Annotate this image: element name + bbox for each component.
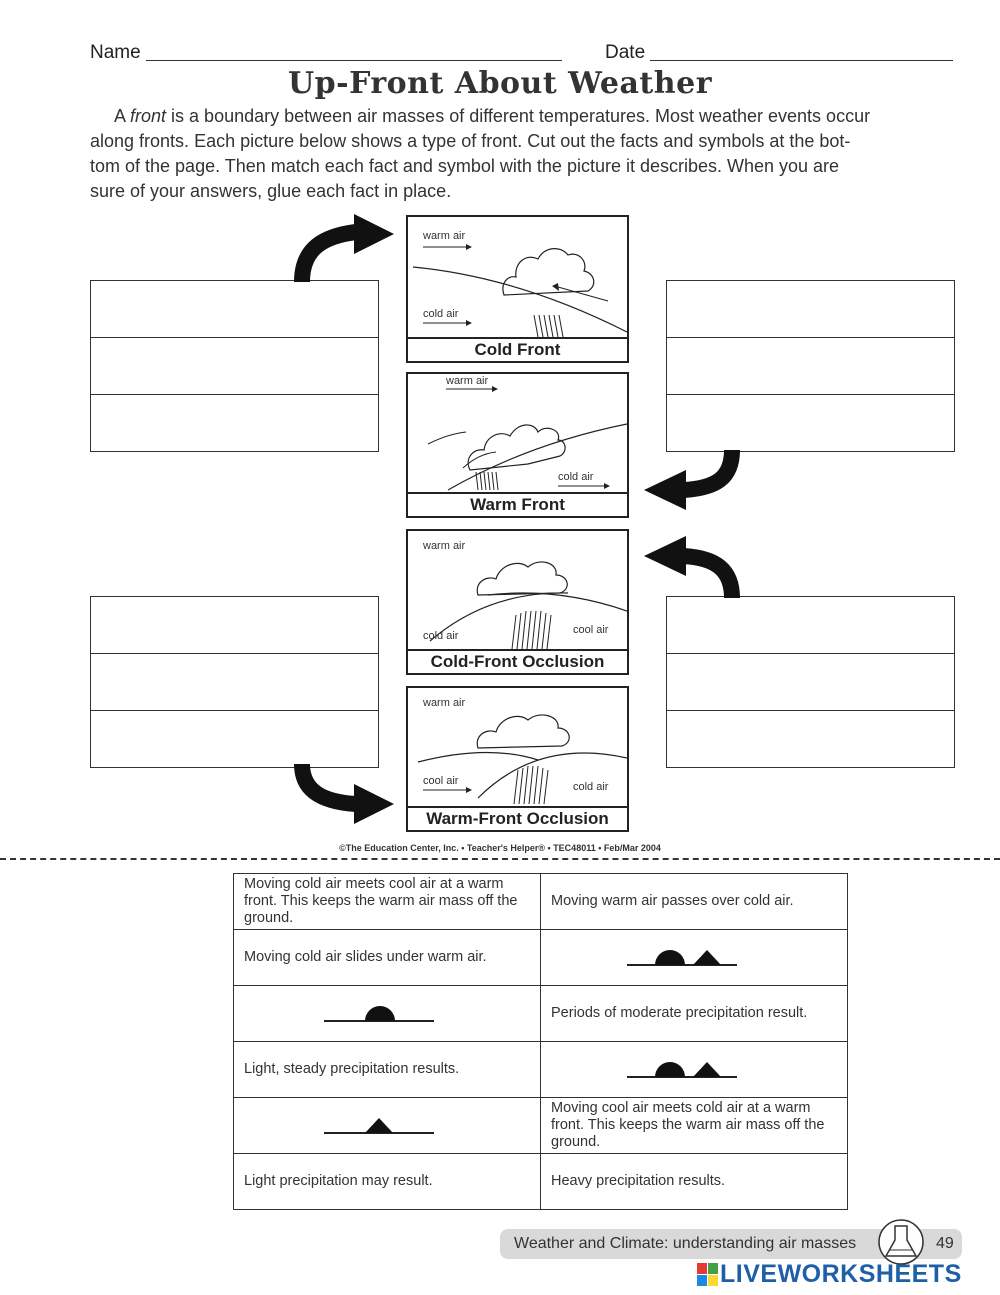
symbol-card[interactable]	[541, 1042, 848, 1098]
warm-air-label: warm air	[423, 540, 466, 552]
curved-arrow-icon	[640, 530, 752, 598]
intro-line-2: along fronts. Each picture below shows a type of front. Cut out the facts and symbols at the bot-	[90, 131, 851, 151]
date-input-line[interactable]	[650, 42, 953, 61]
answer-slot[interactable]	[91, 281, 378, 338]
date-label: Date	[605, 42, 646, 63]
picture-cold-front-occlusion	[406, 529, 629, 675]
caption-warm-front-occlusion: Warm-Front Occlusion	[408, 806, 627, 830]
table-row	[234, 930, 848, 986]
answer-slot[interactable]	[667, 711, 954, 767]
cold-air-label: cold air	[423, 308, 459, 320]
cold-air-label: cold air	[573, 781, 609, 793]
warm-front-symbol-icon	[244, 999, 530, 1029]
warm-front-occlusion-diagram	[408, 688, 627, 806]
fact-card[interactable]: Heavy precipitation results.	[541, 1154, 848, 1210]
footer-subject: Weather and Climate: understanding air masses	[514, 1235, 857, 1252]
answer-slot[interactable]	[667, 281, 954, 338]
answer-box-warm-front	[666, 280, 955, 452]
fact-card[interactable]: Moving cold air slides under warm air.	[234, 930, 541, 986]
caption-warm-front: Warm Front	[408, 492, 627, 516]
caption-cold-front: Cold Front	[408, 337, 627, 361]
answer-slot[interactable]	[667, 597, 954, 654]
answer-slot[interactable]	[667, 338, 954, 395]
page-number: 49	[936, 1235, 954, 1252]
symbol-card[interactable]	[234, 1098, 541, 1154]
curved-arrow-icon	[640, 450, 752, 516]
table-row	[234, 874, 848, 930]
intro-text-1: A	[114, 106, 131, 126]
cold-air-label: cold air	[558, 471, 594, 483]
picture-warm-front	[406, 372, 629, 518]
facts-table	[233, 873, 848, 1210]
occluded-front-symbol-icon	[551, 943, 837, 973]
intro-line-4: sure of your answers, glue each fact in place.	[90, 181, 452, 201]
symbol-card[interactable]	[541, 930, 848, 986]
table-row	[234, 1154, 848, 1210]
table-row	[234, 1098, 848, 1154]
caption-cold-front-occlusion: Cold-Front Occlusion	[408, 649, 627, 673]
cut-line	[0, 858, 1000, 860]
fact-card[interactable]: Moving warm air passes over cold air.	[541, 874, 848, 930]
cold-front-symbol-icon	[244, 1111, 530, 1141]
answer-slot[interactable]	[91, 654, 378, 711]
intro-paragraph	[90, 104, 955, 204]
name-label: Name	[90, 42, 141, 63]
cold-front-occlusion-diagram	[408, 531, 627, 649]
intro-line-3: tom of the page. Then match each fact and symbol with the picture it describes. When you are	[90, 156, 840, 176]
lab-flask-icon	[874, 1218, 928, 1266]
cold-air-label: cold air	[423, 630, 459, 642]
cool-air-label: cool air	[573, 624, 609, 636]
answer-slot[interactable]	[667, 654, 954, 711]
picture-cold-front	[406, 215, 629, 363]
answer-box-cold-front	[90, 280, 379, 452]
warm-air-label: warm air	[423, 697, 466, 709]
table-row	[234, 1042, 848, 1098]
fact-card[interactable]: Light precipitation may result.	[234, 1154, 541, 1210]
page-title: Up-Front About Weather	[288, 66, 712, 101]
fact-card[interactable]: Moving cool air meets cold air at a warm front. This keeps the warm air mass off the ground.	[541, 1098, 848, 1154]
curved-arrow-icon	[288, 764, 400, 836]
name-input-line[interactable]	[146, 42, 562, 61]
table-row	[234, 986, 848, 1042]
picture-warm-front-occlusion	[406, 686, 629, 832]
warm-air-label: warm air	[446, 375, 489, 387]
intro-text-2: is a boundary between air masses of different temperatures. Most weather events occur	[166, 106, 871, 126]
cool-air-label: cool air	[423, 775, 459, 787]
answer-box-warm-front-occlusion	[90, 596, 379, 768]
warm-front-diagram	[408, 374, 627, 492]
copyright-credit: ©The Education Center, Inc. • Teacher's Helper® • TEC48011 • Feb/Mar 2004	[339, 843, 661, 853]
liveworksheets-logo	[696, 1260, 962, 1289]
liveworksheets-wordmark: LIVEWORKSHEETS	[720, 1260, 962, 1288]
fact-card[interactable]: Light, steady precipitation results.	[234, 1042, 541, 1098]
answer-slot[interactable]	[667, 395, 954, 451]
symbol-card[interactable]	[234, 986, 541, 1042]
curved-arrow-icon	[288, 208, 400, 284]
answer-slot[interactable]	[91, 338, 378, 395]
answer-box-cold-front-occlusion	[666, 596, 955, 768]
fact-card[interactable]: Periods of moderate precipitation result.	[541, 986, 848, 1042]
cold-front-diagram	[408, 217, 627, 337]
answer-slot[interactable]	[91, 597, 378, 654]
occluded-front-symbol-icon	[551, 1055, 837, 1085]
fact-card[interactable]: Moving cold air meets cool air at a warm front. This keeps the warm air mass off the ground.	[234, 874, 541, 930]
answer-slot[interactable]	[91, 711, 378, 767]
intro-front-word: front	[130, 106, 167, 126]
liveworksheets-logo-icon	[696, 1262, 720, 1288]
answer-slot[interactable]	[91, 395, 378, 451]
warm-air-label: warm air	[423, 230, 466, 242]
